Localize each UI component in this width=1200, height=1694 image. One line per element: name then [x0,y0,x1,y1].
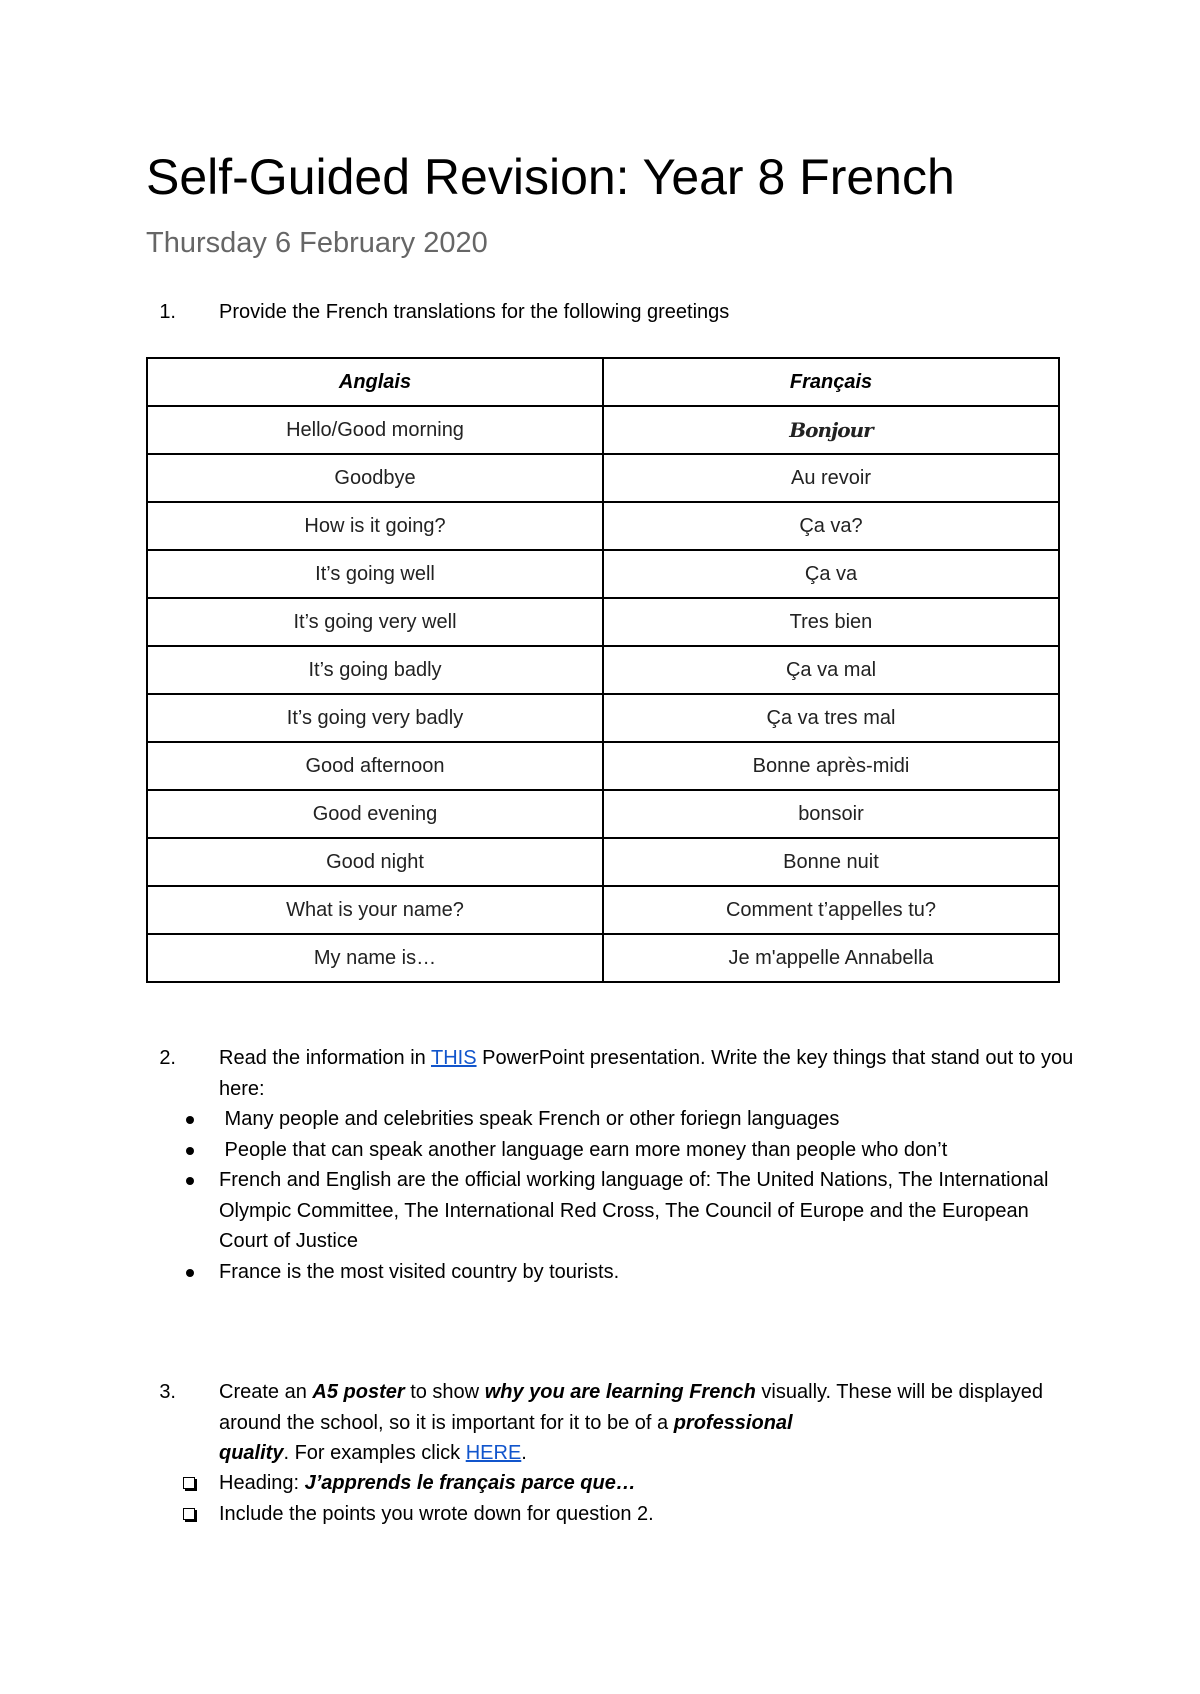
this-powerpoint-link[interactable]: THIS [430,1047,477,1069]
question-3-number: 3. [159,1381,176,1403]
question-3-text-part: . For examples click [283,1442,466,1464]
question-3 [146,1377,1099,1469]
a5-poster-emphasis: A5 poster [312,1381,405,1403]
bullet-text: People that can speak another language earn more money than people who don’t [219,1138,948,1161]
english-cell: Hello/Good morning [147,406,603,454]
french-cell: Bonne après-midi [603,742,1059,790]
table-row [147,454,1059,502]
list-item [146,1104,1066,1135]
bullet-icon [186,1177,194,1185]
header-anglais: Anglais [147,358,603,406]
list-item [146,1499,1066,1530]
english-cell: It’s going badly [147,646,603,694]
list-item [146,1165,1066,1257]
list-item [146,1135,1066,1166]
heading-value: J’apprends le français parce que… [304,1472,636,1494]
checklist-item-text: Include the points you wrote down for question 2. [219,1502,654,1525]
bullet-text: Many people and celebrities speak French or other foriegn languages [219,1108,840,1130]
question-1-number: 1. [159,301,176,323]
why-learning-emphasis: why you are learning French [484,1381,756,1403]
english-cell: It’s going very well [147,598,603,646]
table-row [147,502,1059,550]
english-cell: It’s going very badly [147,694,603,742]
table-header-row [147,358,1059,406]
key-points-list [146,1104,1066,1287]
english-cell: It’s going well [147,550,603,598]
poster-checklist [146,1468,1066,1529]
french-cell: Ça va mal [603,646,1059,694]
page-title: Self-Guided Revision: Year 8 French [146,149,955,205]
french-cell: Bonne nuit [603,838,1059,886]
english-cell: Good night [147,838,603,886]
bullet-icon [186,1147,194,1155]
header-francais: Français [603,358,1059,406]
question-1 [146,297,1099,328]
table-row [147,550,1059,598]
english-cell: Good afternoon [147,742,603,790]
bullet-icon [186,1269,194,1277]
question-2 [146,1043,1099,1104]
professional-quality-emphasis: professional quality [219,1411,793,1464]
bullet-text: France is the most visited country by tourists. [219,1260,620,1283]
question-2-number: 2. [159,1047,176,1069]
french-cell: Tres bien [603,598,1059,646]
french-cell: bonsoir [603,790,1059,838]
question-2-text [219,1043,1099,1104]
french-cell: Ça va tres mal [603,694,1059,742]
question-3-text [219,1377,1099,1469]
english-cell: How is it going? [147,502,603,550]
greetings-table [146,357,1060,983]
table-row [147,790,1059,838]
table-row [147,934,1059,982]
question-3-text-part: Create an [219,1381,313,1403]
question-2-text-before: Read the information in [219,1047,431,1069]
french-cell: Au revoir [603,454,1059,502]
checkbox-icon [183,1477,195,1489]
english-cell: What is your name? [147,886,603,934]
bullet-icon [186,1116,194,1124]
french-cell: Ça va? [603,502,1059,550]
question-2-text-after: PowerPoint presentation. Write the key things that stand out to you here: [219,1047,1074,1100]
english-cell: My name is… [147,934,603,982]
french-cell: Bonjour [603,406,1059,454]
list-item [146,1257,1066,1288]
question-3-text-part: . [521,1442,527,1464]
english-cell: Goodbye [147,454,603,502]
page-subtitle-date: Thursday 6 February 2020 [146,227,488,259]
english-cell: Good evening [147,790,603,838]
table-row [147,406,1059,454]
list-item [146,1468,1066,1499]
table-row [147,646,1059,694]
french-cell: Ça va [603,550,1059,598]
table-row [147,694,1059,742]
french-cell: Comment t’appelles tu? [603,886,1059,934]
question-3-text-part: visually. These will be displayed around the school, so it is important for it to be of a [219,1381,1044,1434]
heading-label: Heading: [219,1472,305,1494]
table-row [147,598,1059,646]
table-row [147,886,1059,934]
bullet-text: French and English are the official working language of: The United Nations, The International Olympic Committee, The International Red Cross, The Council of Europe and the European Court of Justice [219,1169,1049,1252]
french-cell: Je m'appelle Annabella [603,934,1059,982]
question-3-text-part: to show [404,1381,485,1403]
question-1-text: Provide the French translations for the following greetings [219,301,730,323]
table-row [147,838,1059,886]
checkbox-icon [183,1508,195,1520]
here-examples-link[interactable]: HERE [465,1442,522,1464]
table-row [147,742,1059,790]
